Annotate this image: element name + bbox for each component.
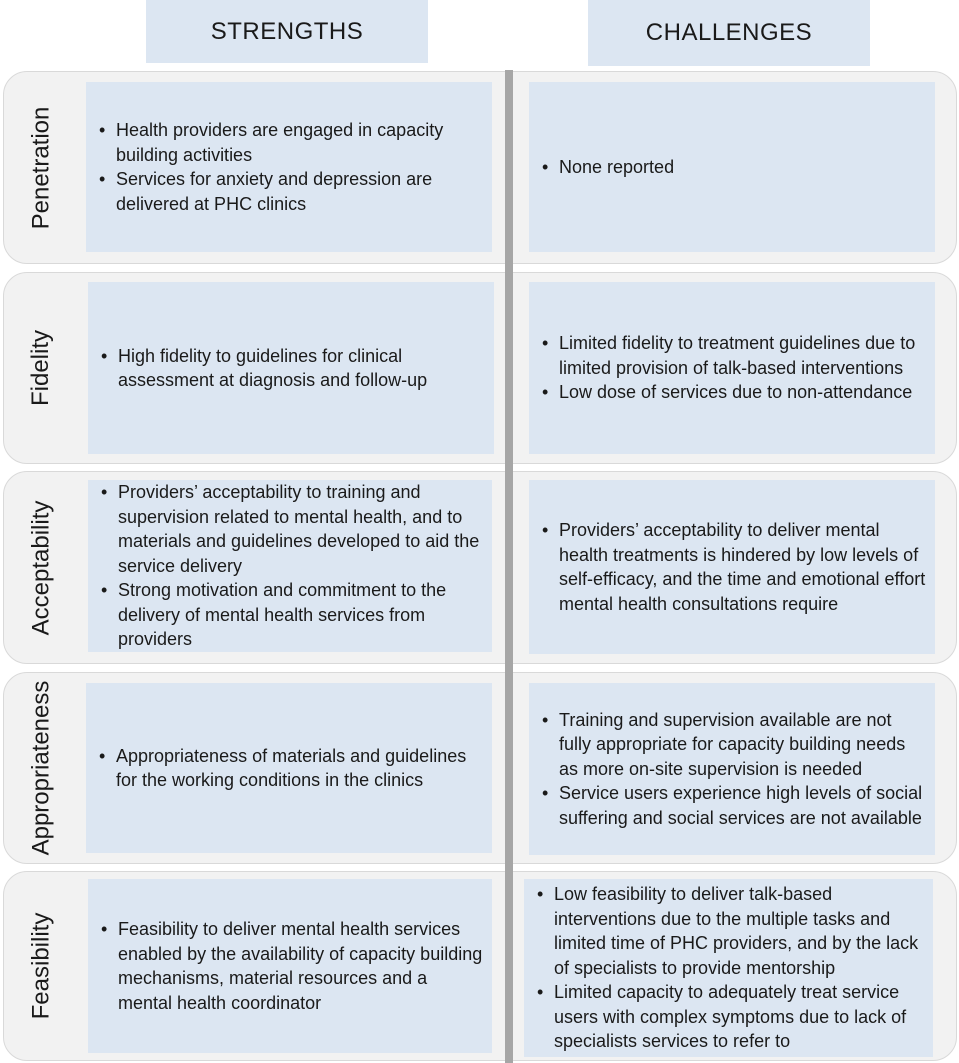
row-label <box>4 273 78 463</box>
strength-item: • Feasibility to deliver mental health services enabled by the availability of capacity building mechanisms, material resources and a mental health coordinator <box>118 917 484 1015</box>
column-divider <box>505 70 513 1063</box>
strengths-cell <box>88 480 492 652</box>
row-label <box>4 72 78 263</box>
strengths-list <box>86 118 492 216</box>
challenge-item: • None reported <box>559 155 674 180</box>
challenge-item: • Low dose of services due to non-attendance <box>559 380 927 405</box>
strengths-cell <box>86 683 492 853</box>
challenge-item: • Limited fidelity to treatment guidelines due to limited provision of talk-based interventions <box>559 331 927 380</box>
strength-item: • Services for anxiety and depression are delivered at PHC clinics <box>116 167 484 216</box>
strengths-cell <box>88 879 492 1053</box>
strengths-cell <box>88 282 494 454</box>
strength-item: • High fidelity to guidelines for clinical assessment at diagnosis and follow-up <box>118 344 486 393</box>
challenges-cell <box>524 879 933 1057</box>
strengths-list <box>88 917 492 1015</box>
challenges-list <box>524 882 933 1054</box>
strength-item: • Appropriateness of materials and guidelines for the working conditions in the clinics <box>116 744 484 793</box>
challenges-list <box>529 155 682 180</box>
row-label-text: Feasibility <box>27 912 55 1020</box>
challenges-list <box>529 708 935 831</box>
challenge-item: • Service users experience high levels of social suffering and social services are not available <box>559 781 927 830</box>
strengths-cell <box>86 82 492 252</box>
challenges-cell <box>529 82 935 252</box>
row-label <box>4 472 78 663</box>
challenge-item: • Limited capacity to adequately treat service users with complex symptoms due to lack of specialists services to refer to <box>554 980 925 1054</box>
row-label <box>4 872 78 1060</box>
challenges-list <box>529 518 935 616</box>
challenge-item: • Training and supervision available are not fully appropriate for capacity building needs as more on-site supervision is needed <box>559 708 927 782</box>
challenges-header: CHALLENGES <box>588 0 870 66</box>
strength-item: • Providers’ acceptability to training and supervision related to mental health, and to materials and guidelines developed to aid the service delivery <box>118 480 484 578</box>
row-label <box>4 673 78 863</box>
row-label-text: Acceptability <box>27 500 55 635</box>
strengths-list <box>88 344 494 393</box>
strengths-list <box>86 744 492 793</box>
challenge-item: • Low feasibility to deliver talk-based interventions due to the multiple tasks and limited time of PHC providers, and by the lack of specialists to provide mentorship <box>554 882 925 980</box>
strengths-list <box>88 480 492 652</box>
strength-item: • Strong motivation and commitment to the delivery of mental health services from providers <box>118 578 484 652</box>
row-label-text: Appropriateness <box>27 680 54 856</box>
strength-item: • Health providers are engaged in capacity building activities <box>116 118 484 167</box>
row-label-text: Fidelity <box>27 329 54 407</box>
strengths-header: STRENGTHS <box>146 0 428 63</box>
row-label-text: Penetration <box>27 106 55 229</box>
challenges-cell <box>529 282 935 454</box>
challenges-list <box>529 331 935 405</box>
challenges-cell <box>529 480 935 654</box>
challenges-cell <box>529 683 935 855</box>
challenge-item: • Providers’ acceptability to deliver mental health treatments is hindered by low levels of self-efficacy, and the time and emotional effort mental health consultations require <box>559 518 927 616</box>
